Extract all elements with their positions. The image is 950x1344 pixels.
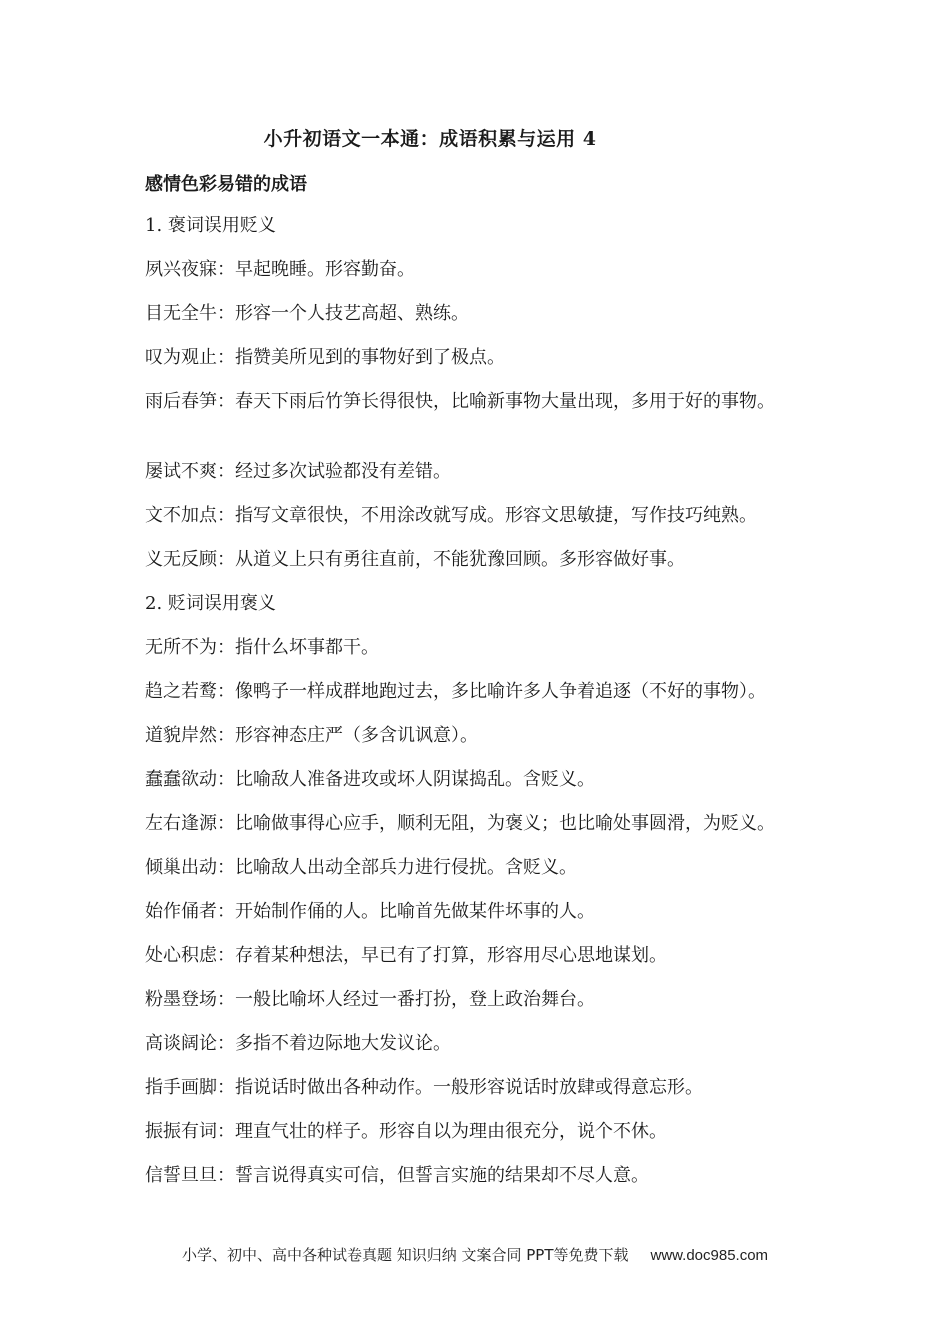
colon: ：	[217, 813, 235, 834]
colon: ：	[217, 549, 235, 570]
idiom-entry	[145, 1120, 667, 1144]
idiom-definition: 多指不着边际地大发议论。	[235, 1033, 451, 1054]
idiom-definition: 比喻敌人准备进攻或坏人阴谋捣乱。含贬义。	[235, 769, 595, 790]
colon: ：	[217, 901, 235, 922]
idiom-definition: 从道义上只有勇往直前，不能犹豫回顾。多形容做好事。	[235, 549, 685, 570]
idiom-definition: 春天下雨后竹笋长得很快，比喻新事物大量出现，多用于好的事物。	[235, 391, 775, 412]
idiom-entry	[145, 390, 775, 414]
colon: ：	[217, 681, 235, 702]
colon: ：	[217, 505, 235, 526]
idiom-entry	[145, 460, 451, 484]
idiom-term: 目无全牛	[145, 303, 217, 324]
colon: ：	[217, 1077, 235, 1098]
idiom-definition: 指写文章很快，不用涂改就写成。形容文思敏捷，写作技巧纯熟。	[235, 505, 757, 526]
idiom-definition: 形容一个人技艺高超、熟练。	[235, 303, 469, 324]
idiom-definition: 理直气壮的样子。形容自以为理由很充分，说个不休。	[235, 1121, 667, 1142]
colon: ：	[217, 725, 235, 746]
page-footer	[0, 1244, 950, 1265]
colon: ：	[217, 1165, 235, 1186]
document-title: 小升初语文一本通：成语积累与运用 4	[263, 128, 597, 150]
idiom-entry	[145, 988, 595, 1012]
idiom-term: 道貌岸然	[145, 725, 217, 746]
idiom-entry	[145, 680, 766, 704]
idiom-definition: 早起晚睡。形容勤奋。	[235, 259, 415, 280]
idiom-term: 指手画脚	[145, 1077, 217, 1098]
idiom-definition: 比喻敌人出动全部兵力进行侵扰。含贬义。	[235, 857, 577, 878]
colon: ：	[217, 857, 235, 878]
idiom-entry	[145, 724, 478, 748]
section-title: 感情色彩易错的成语	[145, 174, 307, 195]
colon: ：	[217, 1121, 235, 1142]
idiom-term: 左右逢源	[145, 813, 217, 834]
idiom-definition: 开始制作俑的人。比喻首先做某件坏事的人。	[235, 901, 595, 922]
idiom-term: 文不加点	[145, 505, 217, 526]
idiom-entry	[145, 812, 775, 836]
idiom-definition: 经过多次试验都没有差错。	[235, 461, 451, 482]
colon: ：	[217, 1033, 235, 1054]
idiom-entry	[145, 636, 379, 660]
idiom-definition: 一般比喻坏人经过一番打扮，登上政治舞台。	[235, 989, 595, 1010]
idiom-definition: 形容神态庄严（多含讥讽意）。	[235, 725, 478, 746]
idiom-entry	[145, 548, 685, 572]
colon: ：	[217, 259, 235, 280]
colon: ：	[217, 989, 235, 1010]
idiom-term: 屡试不爽	[145, 461, 217, 482]
footer-text: 小学、初中、高中各种试卷真题 知识归纳 文案合同 PPT等免费下载	[181, 1246, 629, 1264]
colon: ：	[217, 945, 235, 966]
idiom-term: 趋之若鹜	[145, 681, 217, 702]
colon: ：	[217, 769, 235, 790]
idiom-term: 高谈阔论	[145, 1033, 217, 1054]
idiom-entry	[145, 1164, 649, 1188]
colon: ：	[217, 303, 235, 324]
idiom-definition: 像鸭子一样成群地跑过去，多比喻许多人争着追逐（不好的事物）。	[235, 681, 766, 702]
idiom-definition: 指赞美所见到的事物好到了极点。	[235, 347, 505, 368]
group-heading-commendatory: 1. 褒词误用贬义	[145, 215, 276, 236]
idiom-definition: 指什么坏事都干。	[235, 637, 379, 658]
colon: ：	[217, 347, 235, 368]
idiom-entry	[145, 504, 757, 528]
idiom-term: 倾巢出动	[145, 857, 217, 878]
idiom-term: 无所不为	[145, 637, 217, 658]
idiom-entry	[145, 302, 469, 326]
idiom-entry	[145, 944, 667, 968]
colon: ：	[217, 461, 235, 482]
colon: ：	[217, 391, 235, 412]
idiom-term: 粉墨登场	[145, 989, 217, 1010]
idiom-term: 蠢蠢欲动	[145, 769, 217, 790]
idiom-entry	[145, 1076, 703, 1100]
idiom-entry	[145, 900, 595, 924]
idiom-definition: 比喻做事得心应手，顺利无阻，为褒义；也比喻处事圆滑，为贬义。	[235, 813, 775, 834]
idiom-entry	[145, 768, 595, 792]
idiom-term: 信誓旦旦	[145, 1165, 217, 1186]
footer-site-link[interactable]: www.doc985.com	[650, 1247, 769, 1264]
idiom-term: 始作俑者	[145, 901, 217, 922]
idiom-definition: 存着某种想法，早已有了打算，形容用尽心思地谋划。	[235, 945, 667, 966]
group-heading-derogatory: 2. 贬词误用褒义	[145, 593, 276, 614]
idiom-definition: 指说话时做出各种动作。一般形容说话时放肆或得意忘形。	[235, 1077, 703, 1098]
colon: ：	[217, 637, 235, 658]
idiom-entry	[145, 258, 415, 282]
idiom-term: 夙兴夜寐	[145, 259, 217, 280]
idiom-term: 振振有词	[145, 1121, 217, 1142]
idiom-entry	[145, 856, 577, 880]
idiom-term: 处心积虑	[145, 945, 217, 966]
idiom-definition: 誓言说得真实可信，但誓言实施的结果却不尽人意。	[235, 1165, 649, 1186]
idiom-term: 叹为观止	[145, 347, 217, 368]
idiom-entry	[145, 1032, 451, 1056]
idiom-entry	[145, 346, 505, 370]
idiom-term: 雨后春笋	[145, 391, 217, 412]
idiom-term: 义无反顾	[145, 549, 217, 570]
